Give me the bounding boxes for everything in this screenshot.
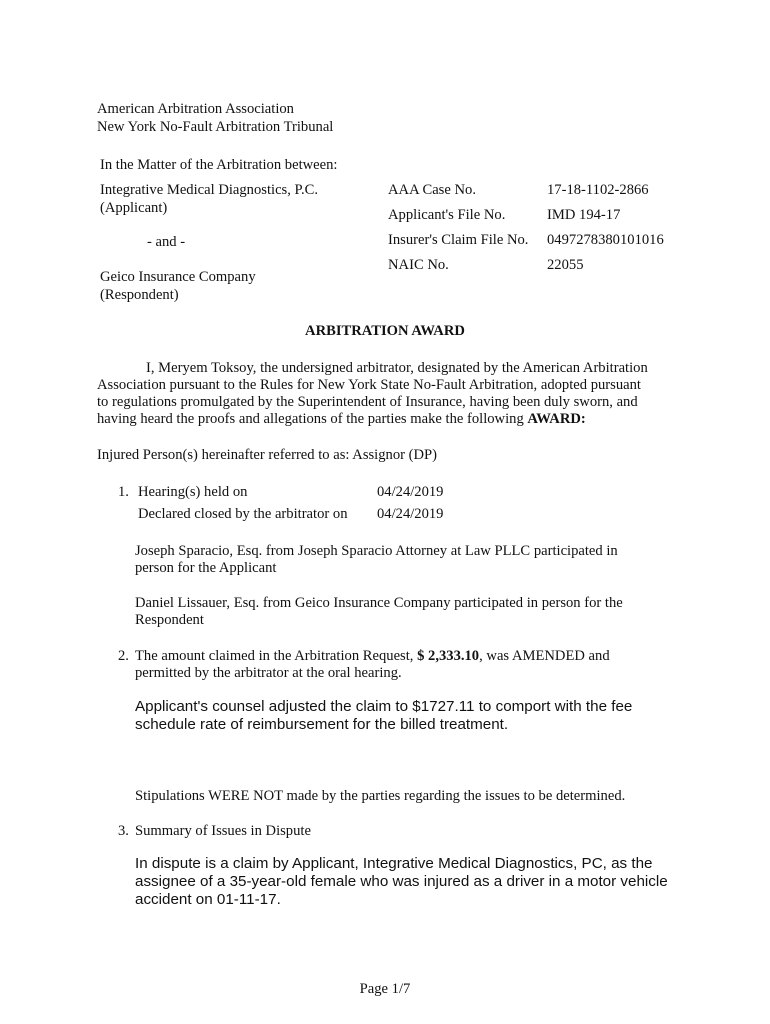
claim-amount-line: permitted by the arbitrator at the oral hearing. xyxy=(135,665,402,681)
respondent-representative: Daniel Lissauer, Esq. from Geico Insurance Company participated in person for the xyxy=(135,595,623,611)
section-title: Summary of Issues in Dispute xyxy=(135,823,311,839)
hearing-date: 04/24/2019 xyxy=(377,484,444,500)
claim-amount: $ 2,333.10 xyxy=(417,648,480,664)
dispute-summary: accident on 01-11-17. xyxy=(135,891,281,908)
applicant-representative: Joseph Sparacio, Esq. from Joseph Sparacio Attorney at Law PLLC participated in xyxy=(135,543,618,559)
dispute-summary: assignee of a 35-year-old female who was injured as a driver in a motor vehicle xyxy=(135,873,668,890)
closed-label: Declared closed by the arbitrator on xyxy=(138,506,348,522)
respondent-role: (Respondent) xyxy=(100,287,179,303)
hearing-label: Hearing(s) held on xyxy=(138,484,248,500)
award-keyword: AWARD: xyxy=(527,411,586,427)
amendment-note: schedule rate of reimbursement for the billed treatment. xyxy=(135,716,509,733)
intro-line: I, Meryem Toksoy, the undersigned arbitrator, designated by the American Arbitration xyxy=(146,360,648,376)
case-info-value: IMD 194-17 xyxy=(547,207,621,223)
injured-person: Injured Person(s) hereinafter referred to as: Assignor (DP) xyxy=(97,447,438,463)
org-name: American Arbitration Association xyxy=(97,101,294,117)
stipulations: Stipulations WERE NOT made by the parties regarding the issues to be determined. xyxy=(135,788,626,804)
section-number: 3. xyxy=(118,823,129,839)
award-title: ARBITRATION AWARD xyxy=(305,323,465,339)
intro-line xyxy=(97,410,586,428)
applicant-name: Integrative Medical Diagnostics, P.C. xyxy=(100,182,319,198)
page-number: Page 1/7 xyxy=(359,981,411,997)
case-info-label: NAIC No. xyxy=(388,257,449,273)
claim-amount-text: , was AMENDED and xyxy=(479,648,610,664)
section-number: 1. xyxy=(118,484,129,500)
closed-date: 04/24/2019 xyxy=(377,506,444,522)
claim-amount-text: The amount claimed in the Arbitration Request, xyxy=(135,648,418,664)
section-number: 2. xyxy=(118,648,129,664)
claim-amount-line xyxy=(135,647,610,665)
and-separator: - and - xyxy=(147,234,186,250)
intro-line: Association pursuant to the Rules for New York State No-Fault Arbitration, adopted pursuant xyxy=(97,377,641,393)
case-info-value: 0497278380101016 xyxy=(547,232,664,248)
case-info-label: Insurer's Claim File No. xyxy=(388,232,529,248)
respondent-representative: Respondent xyxy=(135,612,204,628)
matter-intro: In the Matter of the Arbitration between: xyxy=(100,157,338,173)
tribunal-name: New York No-Fault Arbitration Tribunal xyxy=(97,119,334,135)
intro-line: to regulations promulgated by the Superintendent of Insurance, having been duly sworn, and xyxy=(97,394,638,410)
applicant-representative: person for the Applicant xyxy=(135,560,277,576)
case-info-label: AAA Case No. xyxy=(388,182,476,198)
case-info-label: Applicant's File No. xyxy=(388,207,506,223)
case-info-value: 22055 xyxy=(547,257,584,273)
applicant-role: (Applicant) xyxy=(100,200,168,216)
respondent-name: Geico Insurance Company xyxy=(100,269,256,285)
case-info-value: 17-18-1102-2866 xyxy=(547,182,649,198)
amendment-note: Applicant's counsel adjusted the claim to $1727.11 to comport with the fee xyxy=(135,698,633,715)
dispute-summary: In dispute is a claim by Applicant, Integrative Medical Diagnostics, PC, as the xyxy=(135,855,653,872)
intro-line-text: having heard the proofs and allegations of the parties make the following xyxy=(97,411,528,427)
